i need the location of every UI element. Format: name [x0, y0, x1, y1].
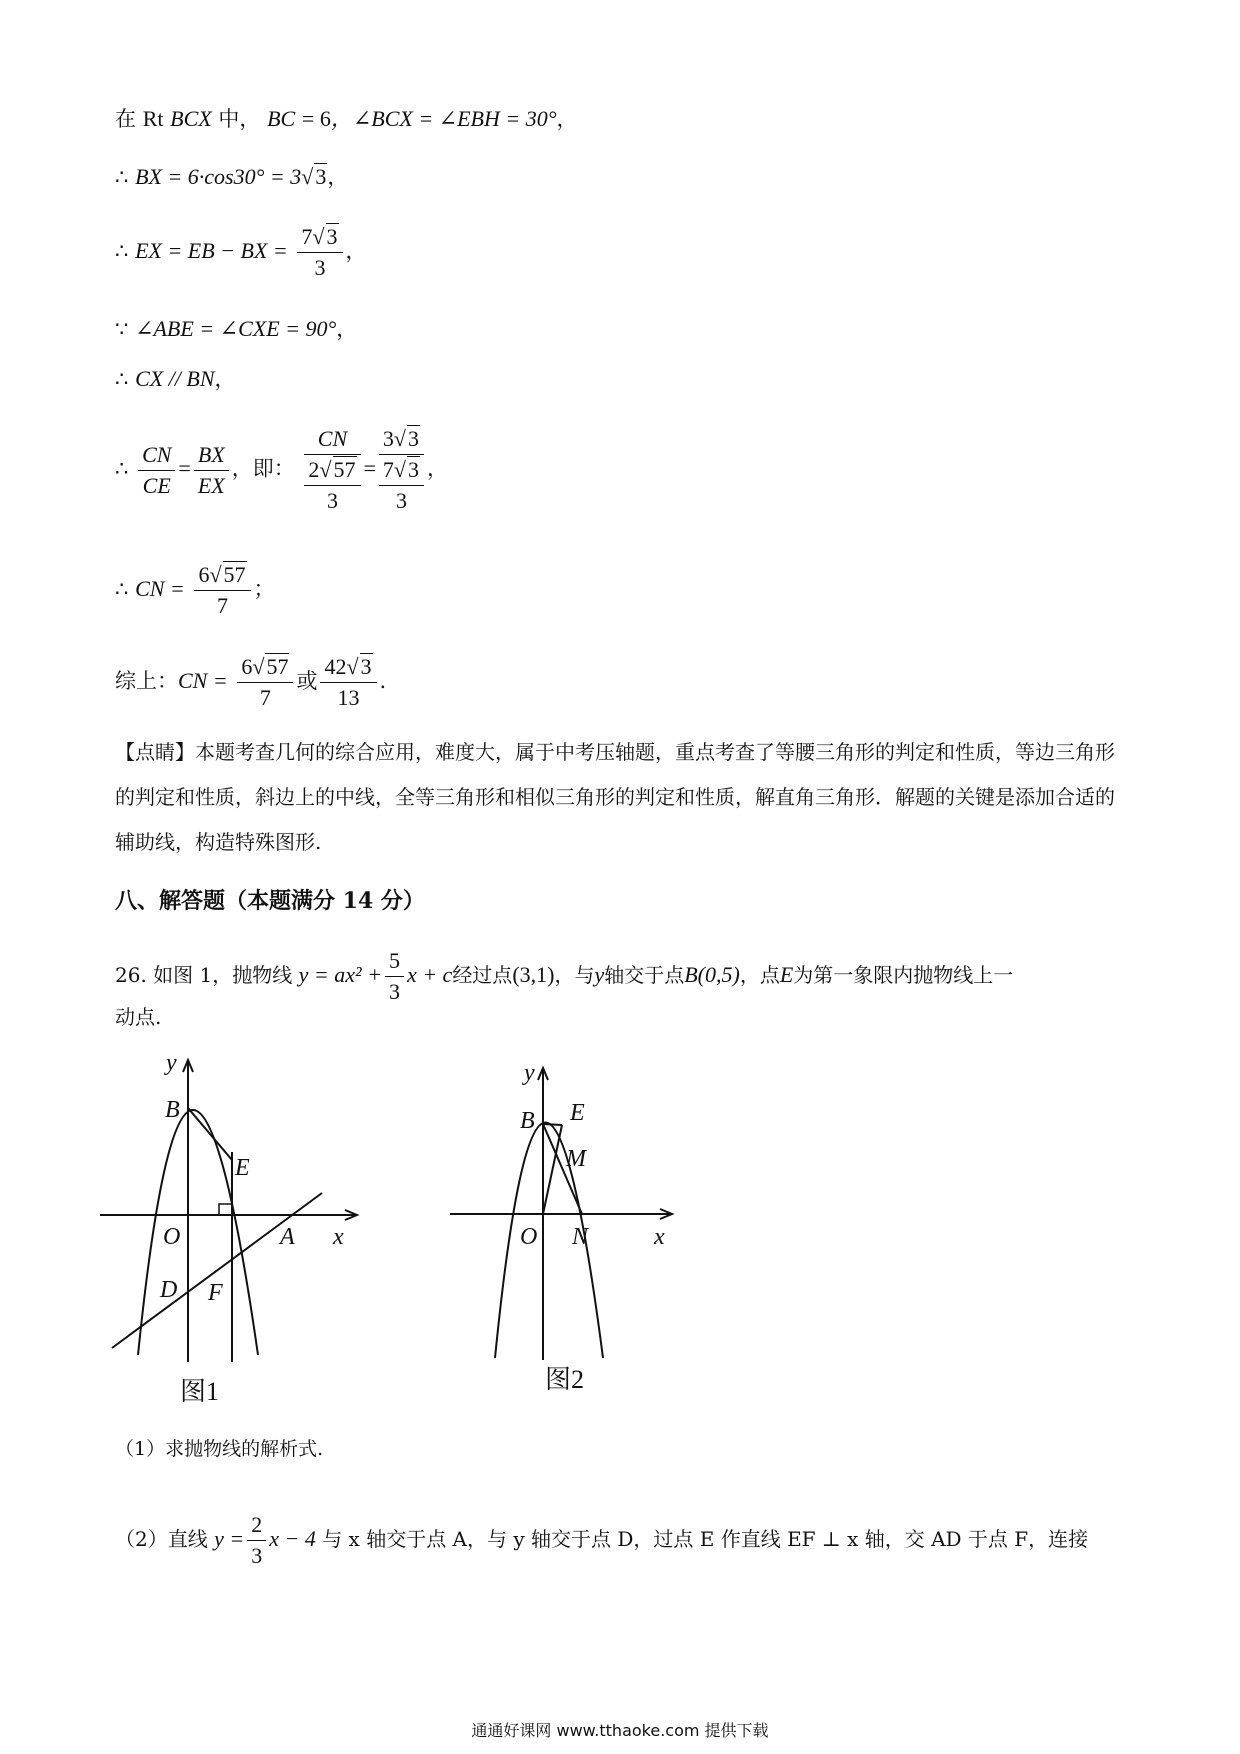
- text: BX = 6·cos30° = 3: [135, 164, 302, 189]
- text: ，: [214, 367, 236, 391]
- text: CE: [142, 472, 171, 498]
- line-6: [115, 424, 448, 516]
- text: 综上：: [115, 669, 178, 693]
- fraction: [138, 440, 175, 501]
- text: x − 4: [269, 1526, 316, 1551]
- text: y =: [214, 1526, 245, 1551]
- text: 57: [223, 562, 246, 587]
- figure-1: [100, 1050, 420, 1420]
- text: ，即：: [231, 456, 295, 481]
- text: 3: [408, 457, 419, 482]
- section-heading: 八、解答题（本题满分 14 分）: [115, 888, 425, 914]
- figure-2-caption: 图2: [545, 1365, 585, 1394]
- label-y: y: [524, 1060, 535, 1086]
- problem-statement-line2: 动点.: [115, 1005, 162, 1029]
- text: 7: [259, 685, 271, 710]
- line-1: [115, 104, 578, 134]
- segment-BE: [188, 1108, 232, 1160]
- label-B: B: [165, 1097, 180, 1123]
- text: CX // BN: [135, 366, 215, 391]
- sub-question-2: [115, 1510, 1088, 1571]
- fraction: [297, 222, 342, 283]
- sqrt-icon: √: [346, 654, 359, 679]
- fraction: [237, 652, 293, 713]
- figure-2: [450, 1060, 690, 1420]
- fraction: [194, 440, 229, 501]
- text: .: [379, 669, 387, 693]
- text: 3: [382, 426, 394, 451]
- line-5: [115, 364, 236, 394]
- therefore-symbol: ∴: [115, 456, 129, 481]
- text: ，: [345, 239, 367, 263]
- sub-question-1: （1）求抛物线的解析式.: [115, 1438, 324, 1460]
- fraction: [320, 652, 376, 713]
- text: 2: [308, 457, 320, 482]
- fraction: [385, 946, 404, 1007]
- label-y: y: [166, 1050, 177, 1076]
- figure-1-caption: 图1: [180, 1377, 220, 1406]
- text: ，: [427, 456, 448, 481]
- therefore-symbol: ∴: [115, 367, 129, 391]
- text: ，点: [739, 963, 780, 987]
- text: CN: [304, 424, 360, 455]
- text: ∠ABE = ∠CXE = 90°: [135, 316, 337, 341]
- label-O: O: [520, 1224, 538, 1250]
- sqrt-icon: √: [209, 562, 222, 587]
- text: 3: [360, 654, 372, 679]
- label-x: x: [333, 1224, 344, 1250]
- text: 13: [337, 685, 360, 710]
- text: 轴交于点: [604, 963, 685, 987]
- text: 26. 如图 1，抛物线: [115, 963, 293, 987]
- text: 或: [296, 669, 318, 693]
- text: 3: [251, 1543, 263, 1568]
- text: （2）直线: [115, 1527, 208, 1551]
- text: 57: [333, 457, 356, 482]
- problem-statement: [115, 946, 1013, 1007]
- text: 2: [247, 1510, 266, 1541]
- fraction: [379, 455, 424, 516]
- sqrt-icon: √: [393, 426, 406, 451]
- text: 7: [216, 593, 228, 618]
- right-angle-icon: [219, 1204, 232, 1215]
- label-D: D: [160, 1277, 178, 1303]
- text: 3: [395, 488, 407, 513]
- line-8: [115, 652, 386, 713]
- label-x: x: [654, 1224, 665, 1250]
- text: ，与: [554, 963, 595, 987]
- text: B(0,5): [684, 962, 740, 987]
- text: 7: [301, 224, 313, 249]
- text: =: [363, 455, 376, 481]
- comment-label: 【点睛】: [115, 740, 195, 764]
- complex-fraction: [379, 424, 424, 516]
- text: ；: [253, 577, 275, 601]
- text: Rt: [142, 106, 164, 131]
- line-4: [115, 314, 357, 344]
- line-AD: [112, 1193, 322, 1348]
- text: 5: [385, 946, 404, 977]
- text: (3,1): [512, 962, 555, 987]
- label-M: M: [566, 1146, 586, 1172]
- text: 在: [115, 107, 136, 131]
- label-N: N: [572, 1224, 589, 1250]
- text: 与 x 轴交于点 A，与 y 轴交于点 D，过点 E 作直线 EF ⊥ x 轴，交 AD 于点 F，连接: [322, 1527, 1089, 1551]
- segment-BE: [543, 1124, 562, 1125]
- text: 3: [314, 255, 326, 280]
- line-2: [115, 162, 348, 192]
- sqrt-icon: √: [319, 457, 332, 482]
- text: BX: [194, 440, 229, 471]
- sqrt-icon: √: [312, 224, 325, 249]
- text: 经过点: [452, 963, 513, 987]
- text: 3: [408, 426, 419, 451]
- text: = 6: [301, 106, 331, 131]
- text: 7: [382, 457, 394, 482]
- text: BCX: [170, 106, 212, 131]
- line-7: [115, 560, 275, 621]
- text: 中，: [218, 107, 261, 131]
- parabola: [138, 1110, 258, 1355]
- text: 42: [324, 654, 347, 679]
- sqrt-icon: √: [252, 654, 265, 679]
- sqrt-icon: √: [393, 457, 406, 482]
- text: ，: [327, 165, 349, 189]
- text: EX: [197, 472, 225, 498]
- label-E: E: [570, 1100, 585, 1126]
- text: EX = EB − BX =: [135, 238, 288, 263]
- text: 3: [315, 164, 327, 189]
- text: ，∠BCX = ∠EBH = 30°: [330, 106, 557, 131]
- therefore-symbol: ∴: [115, 165, 129, 189]
- text: 为第一象限内抛物线上一: [793, 963, 1014, 987]
- label-E: E: [235, 1155, 250, 1181]
- therefore-symbol: ∴: [115, 577, 129, 601]
- text: 57: [266, 654, 289, 679]
- line-3: [115, 222, 367, 283]
- text: CN =: [178, 668, 228, 693]
- label-B: B: [520, 1108, 535, 1134]
- text: y = ax² +: [298, 962, 382, 987]
- fraction: [247, 1510, 266, 1571]
- comment-text: 本题考查几何的综合应用，难度大，属于中考压轴题，重点考查了等腰三角形的判定和性质，等边三角形的判定和性质，斜边上的中线，全等三角形和相似三角形的判定和性质，解直角三角形．解题的关键是添加合适的辅助线，构造特殊图形.: [115, 740, 1115, 854]
- text: ，: [556, 107, 578, 131]
- label-A: A: [280, 1224, 295, 1250]
- text: ，: [336, 317, 358, 341]
- text: E: [779, 962, 794, 987]
- text: y: [594, 962, 605, 987]
- footer: 通通好课网 www.tthaoke.com 提供下载: [471, 1721, 769, 1740]
- comment-paragraph: [115, 730, 1125, 865]
- fraction: [304, 455, 360, 516]
- therefore-symbol: ∴: [115, 239, 129, 263]
- text: x + c: [406, 962, 453, 987]
- text: 6: [241, 654, 253, 679]
- segment-NE: [543, 1125, 562, 1214]
- label-F: F: [208, 1280, 223, 1306]
- text: 3: [326, 488, 338, 513]
- text: CN: [138, 440, 175, 471]
- text: 6: [198, 562, 210, 587]
- label-O: O: [163, 1224, 181, 1250]
- complex-fraction: [304, 424, 360, 516]
- text: CN =: [135, 576, 185, 601]
- because-symbol: ∵: [115, 317, 129, 341]
- text: 3: [388, 979, 400, 1004]
- sqrt-icon: √: [301, 164, 314, 189]
- text: =: [178, 455, 191, 481]
- fraction: [194, 560, 250, 621]
- text: 3: [326, 224, 338, 249]
- text: BC: [267, 106, 296, 131]
